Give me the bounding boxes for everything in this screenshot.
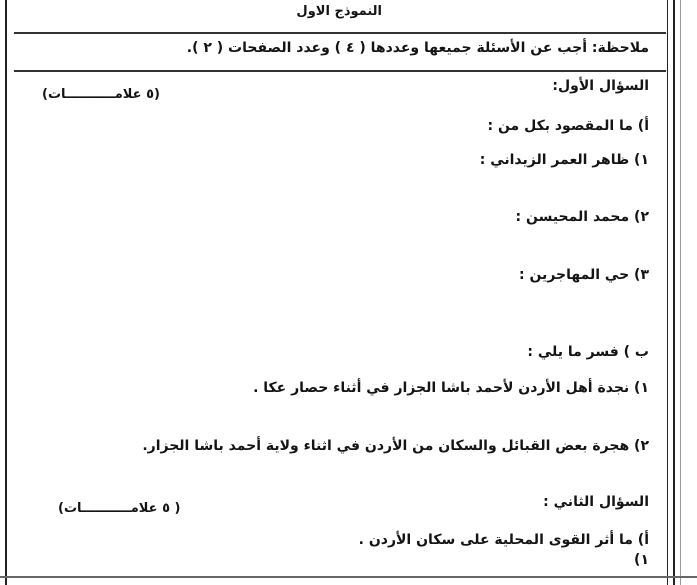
right-border-edge	[680, 0, 681, 585]
title-rule	[14, 32, 666, 34]
question-1-part-a-label: أ) ما المقصود بكل من :	[487, 118, 649, 134]
question-1-part-a-item-1: ١) ظاهر العمر الزيداني :	[479, 152, 649, 168]
question-1-part-a-item-2: ٢) محمد المحيسن :	[515, 209, 649, 225]
note-rule	[14, 70, 666, 72]
instructions-note: ملاحظة: أجب عن الأسئلة جميعها وعددها ( ٤ ) وعدد الصفحات ( ٢ ).	[186, 40, 649, 56]
question-1-part-a-item-3: ٣) حي المهاجرين :	[518, 267, 649, 283]
question-2-part-a-label: أ) ما أثر القوى المحلية على سكان الأردن .	[358, 532, 649, 548]
question-1-part-b-item-2: ٢) هجرة بعض القبائل والسكان من الأردن في اثناء ولاية أحمد باشا الجزار.	[142, 438, 649, 454]
page-title: النموذج الاول	[296, 4, 382, 19]
bottom-rule	[0, 576, 697, 578]
question-2-marks: ( ٥ علامـــــــــــات)	[58, 501, 181, 516]
left-border	[5, 0, 7, 585]
question-2-part-a-item-1: ١)	[634, 552, 649, 568]
question-2-heading: السؤال الثاني :	[543, 494, 649, 510]
question-1-part-b-label: ب ) فسر ما يلي :	[527, 344, 649, 360]
right-border-inner	[667, 0, 668, 585]
right-border-outer	[673, 0, 675, 585]
question-1-part-b-item-1: ١) نجدة أهل الأردن لأحمد باشا الجزار في أثناء حصار عكا .	[253, 380, 649, 396]
question-1-heading: السؤال الأول:	[552, 78, 649, 94]
question-1-marks: (٥ علامـــــــــــات)	[42, 87, 160, 102]
